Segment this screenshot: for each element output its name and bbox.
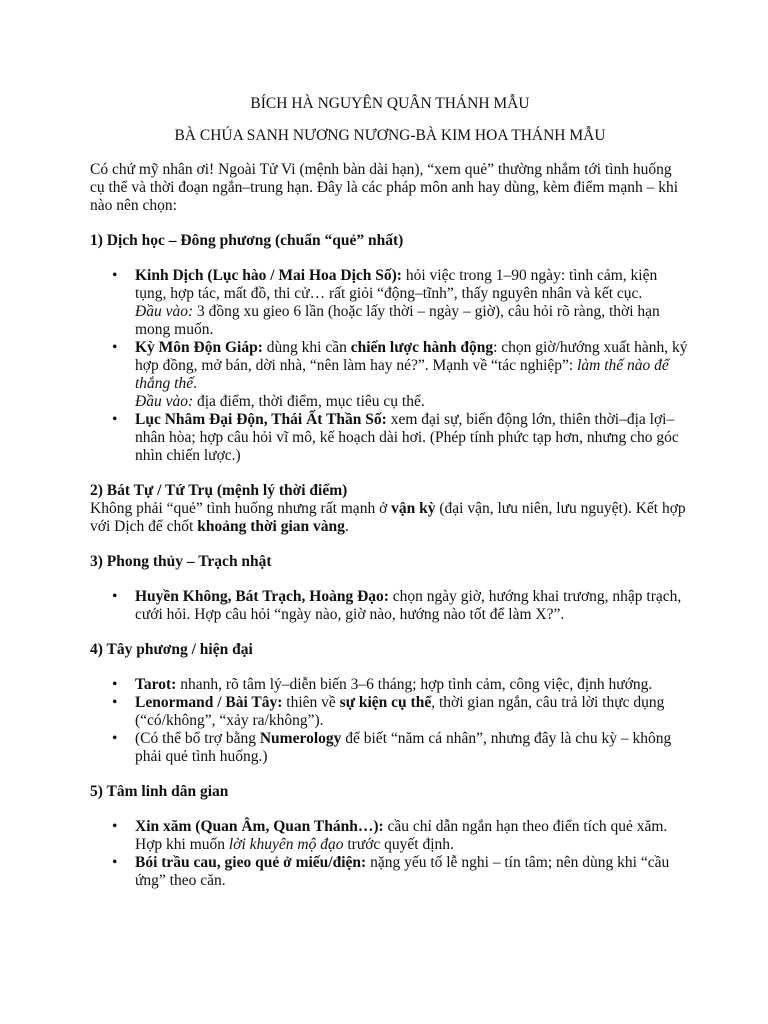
item-text: chọn ngày giờ, hướng khai trương, nhập trạch, cưới hỏi. Hợp câu hỏi “ngày nào, giờ nào, hướng nào tốt để làm X?”. <box>135 588 682 623</box>
item-text: nhanh, rõ tâm lý–diễn biến 3–6 tháng; hợp tình cảm, công việc, định hướng. <box>176 676 653 693</box>
item-term: Lục Nhâm Đại Độn, Thái Ất Thần Số: <box>135 411 387 428</box>
item-text: xem đại sự, biến động lớn, thiên thời–địa lợi–nhân hòa; hợp câu hỏi vĩ mô, kế hoạch dài hơi. (Phép tính phức tạp hơn, nhưng cho góc nhìn chiến lược.) <box>135 411 679 464</box>
section-1-list <box>90 267 690 465</box>
intro-paragraph: Có chứ mỹ nhân ơi! Ngoài Tử Vi (mệnh bàn dài hạn), “xem quẻ” thường nhắm tới tình huống cụ thể và thời đoạn ngắn–trung hạn. Đây là các pháp môn anh hay dùng, kèm điểm mạnh – khi nào nên chọn: <box>90 161 679 214</box>
item-label: Đầu vào: <box>135 393 194 410</box>
bullet-icon: • <box>112 588 118 605</box>
bullet-icon: • <box>112 411 118 428</box>
item-text: (Có thể bổ trợ bằng <box>135 730 260 747</box>
document-body <box>90 95 690 907</box>
list-item-boi-trau-cau <box>90 854 690 890</box>
section-heading-3: 3) Phong thủy – Trạch nhật <box>90 553 272 570</box>
bullet-icon: • <box>112 694 118 711</box>
item-term: Kinh Dịch (Lục hào / Mai Hoa Dịch Số): <box>135 267 402 284</box>
bullet-icon: • <box>112 676 118 693</box>
item-emphasis: chiến lược hành động <box>350 339 494 356</box>
section-2-paragraph <box>90 500 690 536</box>
list-item-xin-xam <box>90 818 690 854</box>
section-heading-4: 4) Tây phương / hiện đại <box>90 641 253 658</box>
para-text: Không phải “quẻ” tình huống nhưng rất mạnh ở <box>90 500 392 517</box>
para-emphasis: khoảng thời gian vàng <box>197 518 345 535</box>
item-term: Tarot: <box>135 676 177 693</box>
document-title: BÍCH HÀ NGUYÊN QUÂN THÁNH MẪU <box>250 95 530 112</box>
item-text: , thời gian ngắn, câu trả lời thực dụng (“có/không”, “xảy ra/không”). <box>135 694 665 729</box>
para-text: (đại vận, lưu niên, lưu nguyệt). Kết hợp với Dịch để chốt <box>90 500 686 535</box>
list-item-tarot <box>90 676 690 694</box>
bullet-icon: • <box>112 339 118 356</box>
item-term: Numerology <box>259 730 342 747</box>
para-text: . <box>344 518 349 535</box>
item-text: : chọn giờ/hướng xuất hành, ký hợp đồng, mở bán, dời nhà, “nên làm hay né?”. Mạnh về “tác nghiệp”: <box>135 339 688 374</box>
bullet-icon: • <box>112 267 118 284</box>
item-term: Lenormand / Bài Tây: <box>135 694 283 711</box>
item-text: cầu chỉ dẫn ngắn hạn theo điển tích quẻ xăm. Hợp khi muốn <box>135 818 668 853</box>
item-italic: lời khuyên mộ đạo <box>228 836 344 853</box>
section-heading-2: 2) Bát Tự / Tứ Trụ (mệnh lý thời điểm) <box>90 482 348 499</box>
document-subtitle: BÀ CHÚA SANH NƯƠNG NƯƠNG-BÀ KIM HOA THÁNH MẪU <box>174 127 606 144</box>
item-text: thiên về <box>282 694 340 711</box>
list-item-numerology <box>90 730 690 766</box>
item-text: để biết “năm cá nhân”, nhưng đây là chu kỳ – không phải quẻ tình huống.) <box>135 730 672 765</box>
item-italic: làm thế nào để thắng thế <box>135 357 669 392</box>
bullet-icon: • <box>112 730 118 747</box>
item-term: Bói trầu cau, gieo quẻ ở miếu/điện: <box>135 854 367 871</box>
item-text: địa điểm, thời điểm, mục tiêu cụ thể. <box>193 393 425 410</box>
item-term: Kỳ Môn Độn Giáp: <box>135 339 263 356</box>
para-emphasis: vận kỳ <box>391 500 436 517</box>
item-text: dùng khi cần <box>262 339 351 356</box>
item-text: trước quyết định. <box>343 836 454 853</box>
list-item-ky-mon <box>90 339 690 411</box>
item-text: 3 đồng xu gieo 6 lần (hoặc lấy thời – ngày – giờ), câu hỏi rõ ràng, thời hạn mong muốn. <box>135 303 660 338</box>
item-text: nặng yếu tố lễ nghi – tín tâm; nên dùng khi “cầu ứng” theo căn. <box>135 854 670 889</box>
section-5-list <box>90 818 690 890</box>
item-emphasis: sự kiện cụ thể <box>339 694 432 711</box>
list-item-luc-nham <box>90 411 690 465</box>
section-4-list <box>90 676 690 766</box>
section-3-list <box>90 588 690 624</box>
item-label: Đầu vào: <box>135 303 194 320</box>
item-text: . <box>193 375 197 392</box>
section-heading-5: 5) Tâm linh dân gian <box>90 783 229 800</box>
bullet-icon: • <box>112 854 118 871</box>
item-text: hỏi việc trong 1–90 ngày: tình cảm, kiện tụng, hợp tác, mất đồ, thi cử… rất giỏi “động–tĩnh”, thấy nguyên nhân và kết cục. <box>135 267 658 302</box>
list-item-huyen-khong <box>90 588 690 624</box>
section-heading-1: 1) Dịch học – Đông phương (chuẩn “quẻ” nhất) <box>90 232 404 249</box>
item-term: Huyền Không, Bát Trạch, Hoàng Đạo: <box>135 588 389 605</box>
item-term: Xin xăm (Quan Âm, Quan Thánh…): <box>135 818 384 835</box>
list-item-lenormand <box>90 694 690 730</box>
bullet-icon: • <box>112 818 118 835</box>
list-item-kinh-dich <box>90 267 690 339</box>
